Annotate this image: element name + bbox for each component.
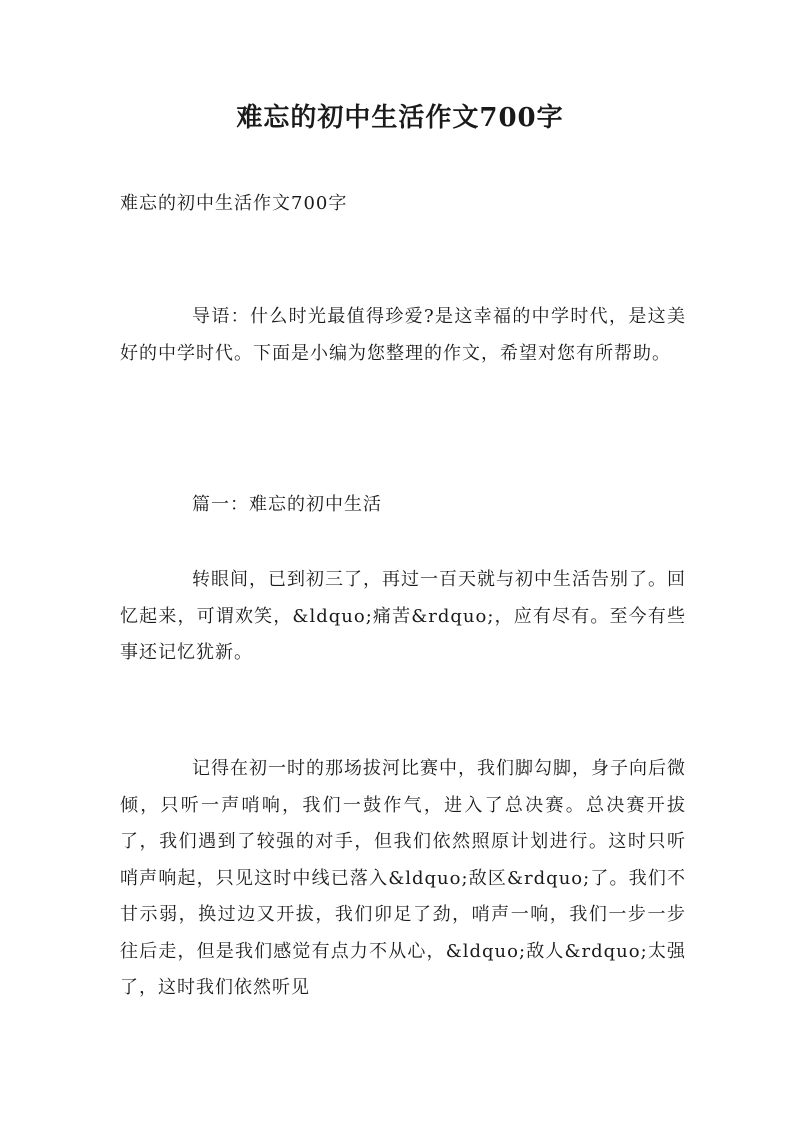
paragraph-intro: 导语：什么时光最值得珍爱?是这幸福的中学时代，是这美好的中学时代。下面是小编为您整理的作文，希望对您有所帮助。 (120, 306, 686, 364)
document-title: 难忘的初中生活作文700字 (236, 103, 564, 133)
document-subtitle: 难忘的初中生活作文700字 (120, 193, 348, 214)
paragraph: 记得在初一时的那场拔河比赛中，我们脚勾脚，身子向后微倾，只听一声哨响，我们一鼓作气，进入了总决赛。总决赛开拔了，我们遇到了较强的对手，但我们依然照原计划进行。这时只听哨声响起，只见这时中线已落入&ldquo;敌区&rdquo;了。我们不甘示弱，换过边又开拔，我们卯足了劲，哨声一响，我们一步一步往后走，但是我们感觉有点力不从心，&ldquo;敌人&rdquo;太强了，这时我们依然听见 (120, 758, 686, 998)
section-heading: 篇一：难忘的初中生活 (192, 494, 382, 515)
paragraph: 转眼间，已到初三了，再过一百天就与初中生活告别了。回忆起来，可谓欢笑，&ldquo;痛苦&rdquo;，应有尽有。至今有些事还记忆犹新。 (120, 569, 686, 663)
